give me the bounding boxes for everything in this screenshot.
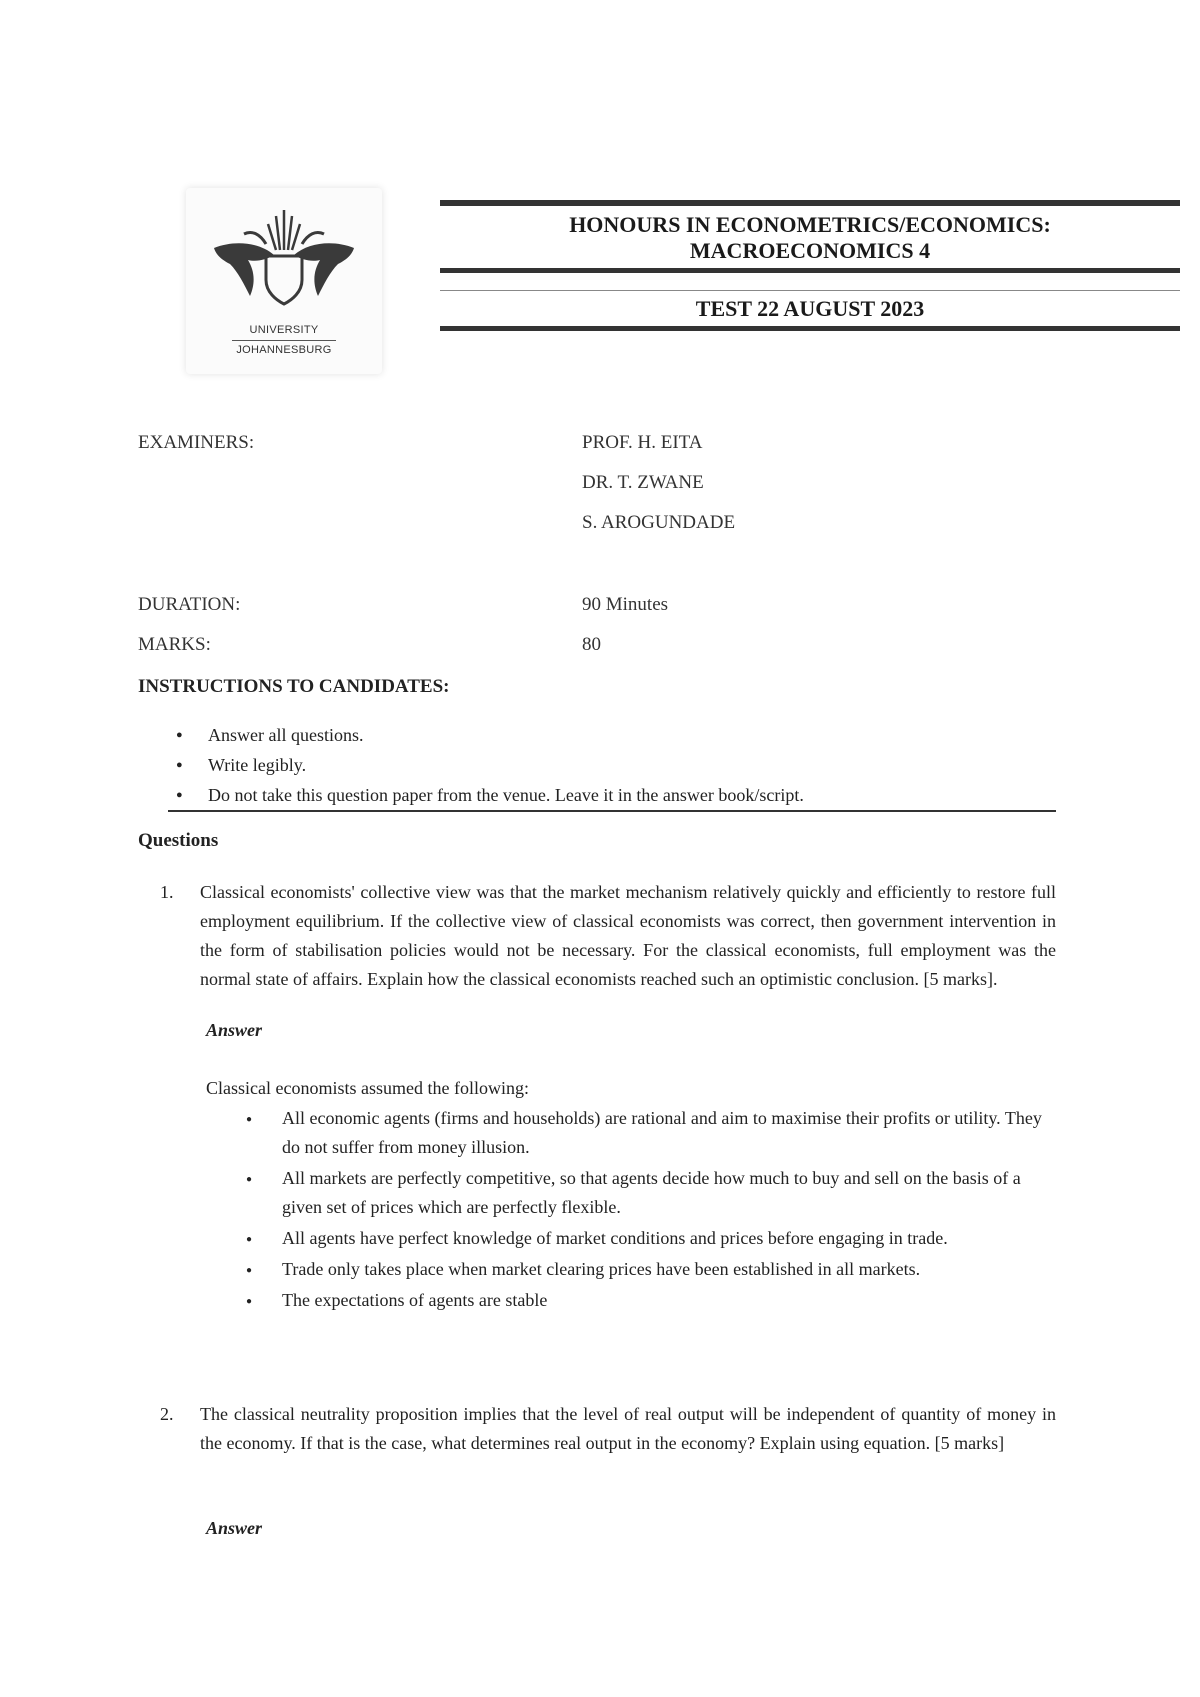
course-title-line1: HONOURS IN ECONOMETRICS/ECONOMICS: — [569, 212, 1051, 237]
answer-point: ● Trade only takes place when market clearing prices have been established in all markets. — [246, 1255, 1056, 1284]
header-rule-top — [440, 200, 1180, 206]
instruction-item: ● Write legibly. — [168, 750, 1068, 780]
examiner-2: DR. T. ZWANE — [582, 472, 704, 493]
question-2-number: 2. — [160, 1404, 174, 1424]
question-1-answer-points — [246, 1104, 1056, 1317]
marks-label: MARKS: — [138, 634, 211, 655]
question-2-text: The classical neutrality proposition implies that the level of real output will be independent of quantity of money in the economy. If that is the case, what determines real output in the economy? Explain using equation. [5 marks] — [200, 1404, 1056, 1453]
question-2-answer-label: Answer — [206, 1518, 263, 1538]
instructions-heading: INSTRUCTIONS TO CANDIDATES: — [138, 676, 450, 697]
logo-text-university: UNIVERSITY — [249, 324, 319, 336]
question-1-answer-intro: Classical economists assumed the following: — [206, 1078, 529, 1098]
header-rule-thin — [440, 290, 1180, 291]
questions-heading: Questions — [138, 830, 219, 851]
test-date-title: TEST 22 AUGUST 2023 — [695, 296, 925, 321]
logo-text-johannesburg: JOHANNESBURG — [236, 344, 332, 356]
header-rule-bottom — [440, 326, 1180, 331]
answer-point: ● All economic agents (firms and households) are rational and aim to maximise their profits or utility. They do not suffer from money illusion. — [246, 1104, 1056, 1162]
instructions-rule — [168, 810, 1056, 812]
marks-value: 80 — [582, 634, 601, 655]
duration-label: DURATION: — [138, 594, 241, 615]
answer-point: ● The expectations of agents are stable — [246, 1286, 1056, 1315]
course-title-line2: MACROECONOMICS 4 — [689, 238, 931, 263]
examiner-3: S. AROGUNDADE — [582, 512, 736, 533]
answer-point: ● All markets are perfectly competitive, so that agents decide how much to buy and sell on the basis of a given set of prices which are perfectly flexible. — [246, 1164, 1056, 1222]
question-1-answer-label: Answer — [206, 1020, 263, 1040]
instruction-item: ● Answer all questions. — [168, 720, 1068, 750]
header-rule-middle — [440, 268, 1180, 273]
examiner-1: PROF. H. EITA — [582, 432, 703, 453]
examiners-label: EXAMINERS: — [138, 432, 255, 453]
university-logo — [186, 188, 382, 374]
duration-value: 90 Minutes — [582, 594, 669, 615]
phoenix-emblem-icon — [204, 200, 364, 320]
instructions-list — [168, 720, 1068, 810]
instruction-item: ● Do not take this question paper from the venue. Leave it in the answer book/script. — [168, 780, 1068, 810]
answer-point: ● All agents have perfect knowledge of market conditions and prices before engaging in trade. — [246, 1224, 1056, 1253]
question-1-number: 1. — [160, 882, 174, 902]
question-1-text: Classical economists' collective view was that the market mechanism relatively quickly and efficiently to restore full employment equilibrium. If the collective view of classical economists was correct, then government intervention in the form of stabilisation policies would not be necessary. For the classical economists, full employment was the normal state of affairs. Explain how the classical economists reached such an optimistic conclusion. [5 marks]. — [200, 882, 1056, 989]
